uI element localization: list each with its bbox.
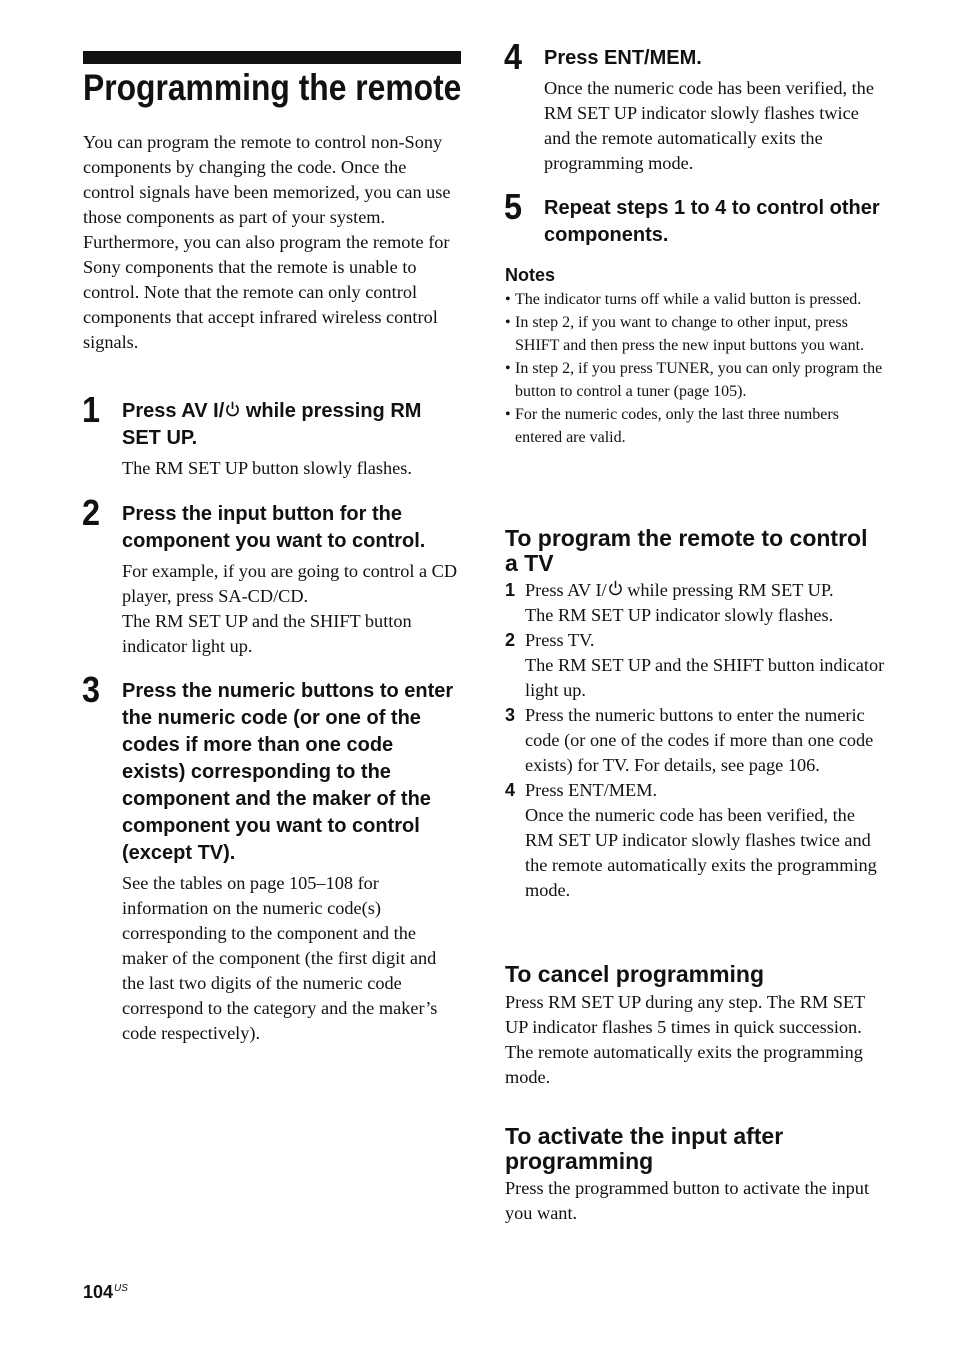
activate-section-heading: To activate the input after programming	[505, 1123, 784, 1174]
tv-step-number: 3	[505, 705, 516, 725]
intro-paragraph-2: Furthermore, you can also program the remote for Sony components that the remote is unable to control. Note that the remote can only control components that accept infrared wireless control signals.	[83, 232, 450, 352]
notes-list	[505, 288, 885, 449]
step-title: Repeat steps 1 to 4 to control other components.	[544, 197, 880, 246]
power-standby-icon	[608, 580, 623, 597]
step-5	[504, 186, 884, 249]
tv-step-text: Press AV I/	[525, 580, 607, 600]
step-2	[82, 492, 467, 659]
tv-step	[505, 778, 885, 903]
step-body-text: The RM SET UP and the SHIFT button indicator light up.	[122, 611, 412, 656]
step-number: 3	[82, 669, 101, 710]
activate-section-text: Press the programmed button to activate the input you want.	[505, 1178, 870, 1223]
tv-step-text: Press ENT/MEM.	[525, 780, 658, 800]
step-title: Press the input button for the component you want to control.	[122, 503, 426, 552]
note-item: • In step 2, if you press TUNER, you can only program the button to control a tuner (page 105).	[505, 357, 885, 403]
notes-heading: Notes	[505, 265, 556, 285]
step-title: Press the numeric buttons to enter the numeric code (or one of the codes if more than one code exists) corresponding to the component and the maker of the component you want to control (except TV).	[122, 680, 454, 864]
tv-step-number: 4	[505, 780, 516, 800]
step-title: Press ENT/MEM.	[544, 47, 702, 69]
step-number: 4	[504, 36, 523, 77]
note-item: • For the numeric codes, only the last three numbers entered are valid.	[505, 403, 885, 449]
tv-step-extra: The RM SET UP and the SHIFT button indicator light up.	[525, 655, 885, 700]
step-title	[122, 398, 462, 452]
tv-step-text: Press TV.	[525, 630, 595, 650]
tv-step-text: Press the numeric buttons to enter the numeric code (or one of the codes if more than one code exists) for TV. For details, see page 106.	[525, 705, 874, 775]
step-1	[82, 389, 462, 481]
step-title-part: while pressing RM SET UP.	[122, 400, 422, 449]
tv-step	[505, 703, 885, 778]
page-number	[83, 1282, 128, 1303]
step-number: 5	[504, 186, 523, 227]
step-body	[122, 456, 462, 481]
page-number-suffix: US	[114, 1283, 128, 1294]
step-body-text: See the tables on page 105–108 for information on the numeric code(s) corresponding to the component and the maker of the component (the first digit and the last two digits of the numeric code correspond to the category and the maker’s code respectively).	[122, 873, 438, 1043]
step-body-text: For example, if you are going to control a CD player, press SA-CD/CD.	[122, 561, 458, 606]
tv-step-extra: Once the numeric code has been verified, the RM SET UP indicator slowly flashes twice and the remote automatically exits the programming mode.	[525, 805, 877, 900]
tv-step-number: 2	[505, 630, 516, 650]
step-number: 2	[82, 492, 101, 533]
step-body	[122, 871, 462, 1046]
tv-step-number: 1	[505, 580, 516, 600]
title-rule	[83, 51, 461, 64]
cancel-section-text: Press RM SET UP during any step. The RM SET UP indicator flashes 5 times in quick succession. The remote automatically exits the programming mode.	[505, 992, 865, 1087]
step-body	[544, 76, 884, 176]
intro-paragraph-1: You can program the remote to control non-Sony components by changing the code. Once the control signals have been memorized, you can use those components as part of your system.	[83, 132, 451, 227]
note-item: • The indicator turns off while a valid button is pressed.	[505, 288, 885, 311]
page-title: Programming the remote	[83, 67, 462, 108]
tv-step-extra: The RM SET UP indicator slowly flashes.	[525, 605, 834, 625]
step-3	[82, 669, 462, 1046]
page-number-value: 104	[83, 1282, 114, 1302]
step-4	[504, 36, 884, 176]
step-title-part: Press AV I/	[122, 400, 225, 422]
tv-step-text: while pressing RM SET UP.	[622, 580, 834, 600]
tv-step	[505, 628, 885, 703]
note-item: • In step 2, if you want to change to other input, press SHIFT and then press the new input buttons you want.	[505, 311, 885, 357]
tv-section-heading: To program the remote to control a TV	[505, 525, 868, 576]
step-body-text: Once the numeric code has been verified, the RM SET UP indicator slowly flashes twice and the remote automatically exits the programming mode.	[544, 78, 874, 173]
step-number: 1	[82, 389, 101, 430]
tv-step	[505, 578, 885, 628]
step-body-text: The RM SET UP button slowly flashes.	[122, 458, 412, 478]
cancel-section-heading: To cancel programming	[505, 961, 765, 987]
step-body	[122, 559, 467, 659]
intro	[83, 130, 461, 355]
power-standby-icon	[225, 401, 240, 418]
tv-steps-list	[505, 578, 885, 903]
